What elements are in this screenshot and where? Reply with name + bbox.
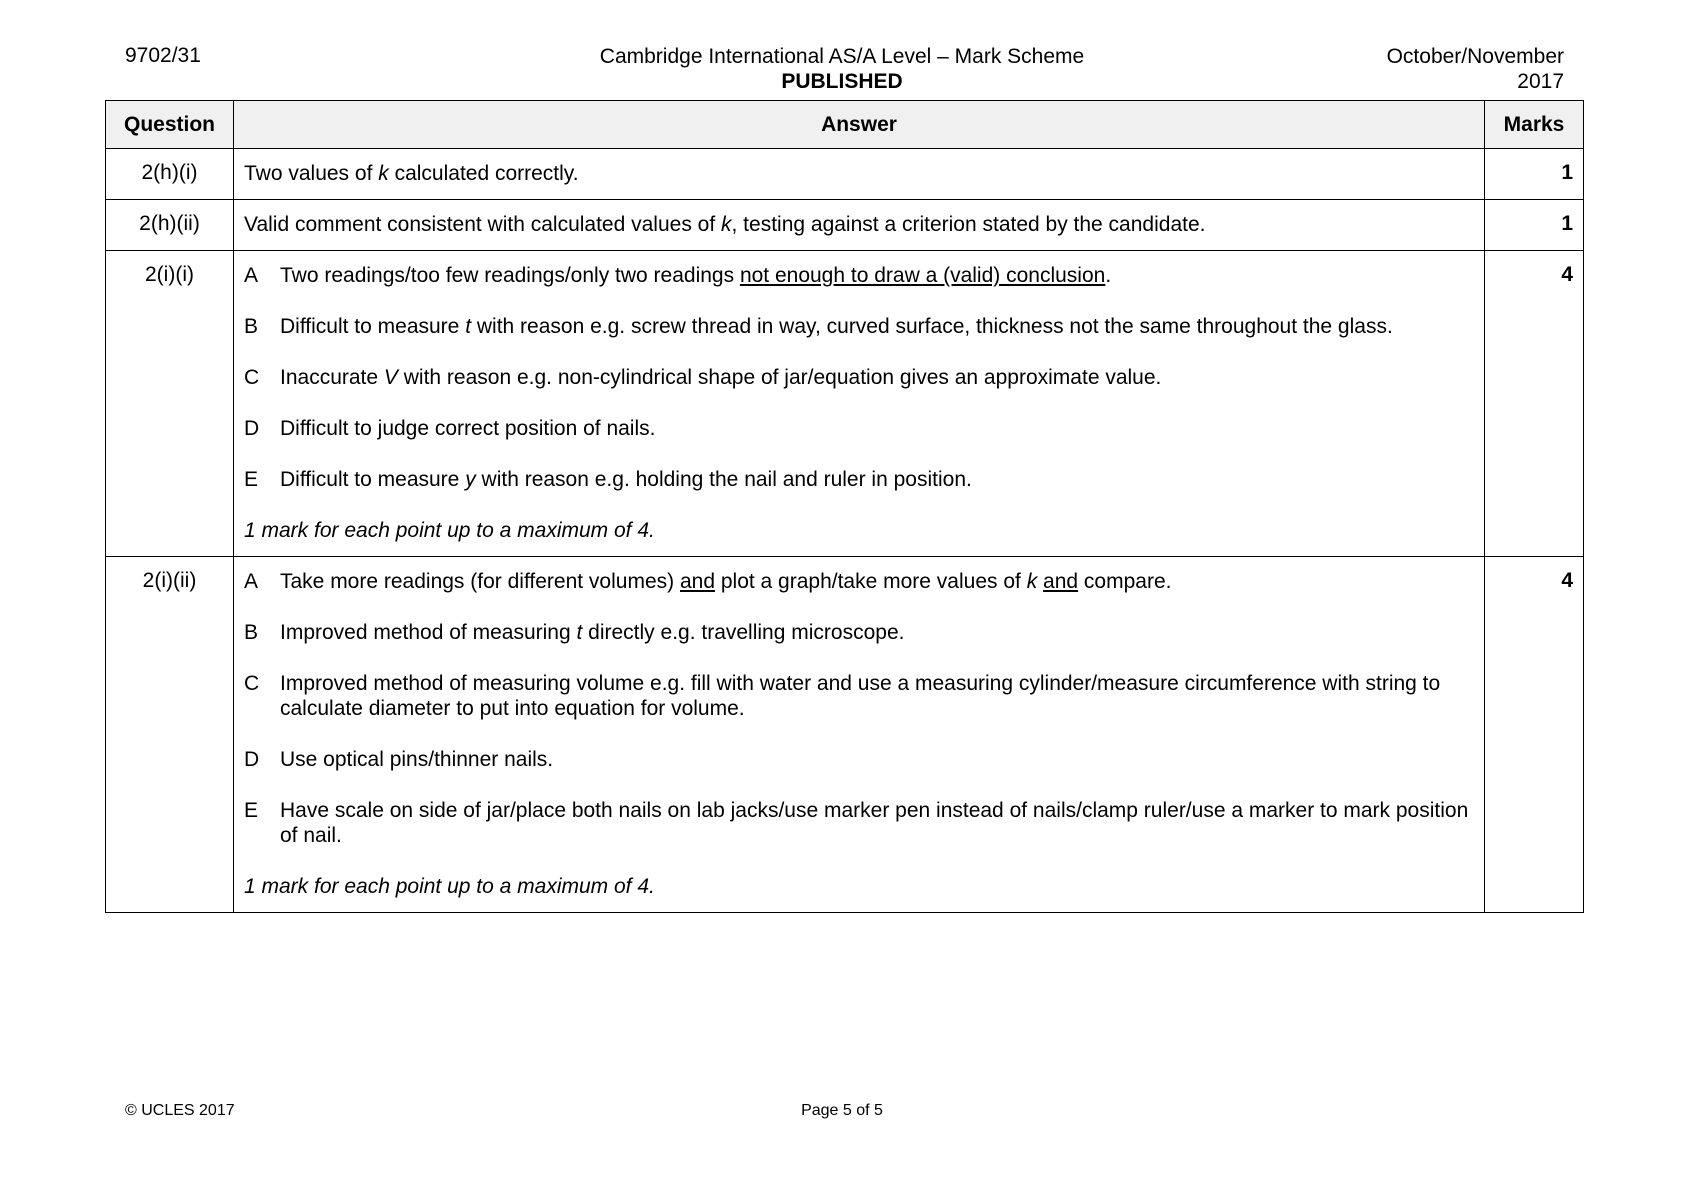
point-letter: C — [244, 366, 260, 389]
table-header-row — [106, 101, 1584, 149]
table-row — [106, 557, 1584, 913]
marking-point-b — [244, 620, 1474, 645]
point-letter: A — [244, 570, 259, 593]
column-header-question: Question — [106, 101, 234, 149]
point-text: Difficult to measure y with reason e.g. holding the nail and ruler in position. — [280, 468, 972, 491]
column-header-marks: Marks — [1485, 101, 1584, 149]
marking-point-d — [244, 747, 1474, 772]
answer-cell — [234, 557, 1485, 913]
answer-cell — [234, 149, 1485, 200]
page-number: Page 5 of 5 — [801, 1102, 883, 1119]
question-number: 2(h)(i) — [106, 149, 234, 200]
marking-point-c — [244, 671, 1474, 721]
point-letter: D — [244, 748, 260, 771]
marking-point-a — [244, 569, 1474, 594]
answer-text: Valid comment consistent with calculated values of k, testing against a criterion stated by the candidate. — [244, 213, 1206, 236]
answer-cell — [234, 251, 1485, 557]
column-header-answer: Answer — [234, 101, 1485, 149]
point-letter: C — [244, 672, 260, 695]
marks-value: 4 — [1485, 557, 1584, 913]
marking-point-b — [244, 314, 1474, 339]
point-letter: B — [244, 621, 259, 644]
marking-point-c — [244, 365, 1474, 390]
point-letter: D — [244, 417, 260, 440]
answer-cell — [234, 200, 1485, 251]
marking-point-e — [244, 467, 1474, 492]
question-number: 2(h)(ii) — [106, 200, 234, 251]
point-text: Inaccurate V with reason e.g. non-cylindrical shape of jar/equation gives an approximate value. — [280, 366, 1162, 389]
session-year: 2017 — [1517, 70, 1564, 93]
point-text: Improved method of measuring volume e.g. fill with water and use a measuring cylinder/measure circumference with string to calculate diameter to put into equation for volume. — [280, 672, 1441, 720]
point-letter: E — [244, 468, 259, 491]
table-row — [106, 149, 1584, 200]
point-text: Difficult to measure t with reason e.g. screw thread in way, curved surface, thickness not the same throughout the glass. — [280, 315, 1393, 338]
point-text: Two readings/too few readings/only two readings not enough to draw a (valid) conclusion. — [280, 264, 1112, 287]
marking-point-d — [244, 416, 1474, 441]
table-row — [106, 200, 1584, 251]
point-letter: A — [244, 264, 259, 287]
session-months: October/November — [1386, 45, 1564, 68]
point-letter: B — [244, 315, 259, 338]
title-text: Cambridge International AS/A Level – Mark Scheme — [599, 45, 1085, 68]
point-text: Improved method of measuring t directly e.g. travelling microscope. — [280, 621, 905, 644]
marks-value: 4 — [1485, 251, 1584, 557]
marking-point-a — [244, 263, 1474, 288]
copyright-notice: © UCLES 2017 — [125, 1102, 235, 1119]
marking-point-e — [244, 798, 1474, 848]
question-number: 2(i)(i) — [106, 251, 234, 557]
exam-session — [1387, 44, 1564, 94]
paper-code: 9702/31 — [125, 44, 201, 67]
marking-note: 1 mark for each point up to a maximum of 4. — [244, 875, 655, 898]
point-text: Take more readings (for different volumes) and plot a graph/take more values of k and compare. — [280, 570, 1172, 593]
marking-note: 1 mark for each point up to a maximum of 4. — [244, 519, 655, 542]
point-text: Have scale on side of jar/place both nails on lab jacks/use marker pen instead of nails/clamp ruler/use a marker to mark position of nail. — [280, 799, 1469, 847]
marks-value: 1 — [1485, 200, 1584, 251]
marks-value: 1 — [1485, 149, 1584, 200]
published-label: PUBLISHED — [781, 70, 903, 93]
mark-scheme-table — [105, 100, 1584, 913]
point-text: Use optical pins/thinner nails. — [280, 748, 554, 771]
question-number: 2(i)(ii) — [106, 557, 234, 913]
answer-text: Two values of k calculated correctly. — [244, 162, 579, 185]
point-text: Difficult to judge correct position of nails. — [280, 417, 656, 440]
table-row — [106, 251, 1584, 557]
point-letter: E — [244, 799, 259, 822]
